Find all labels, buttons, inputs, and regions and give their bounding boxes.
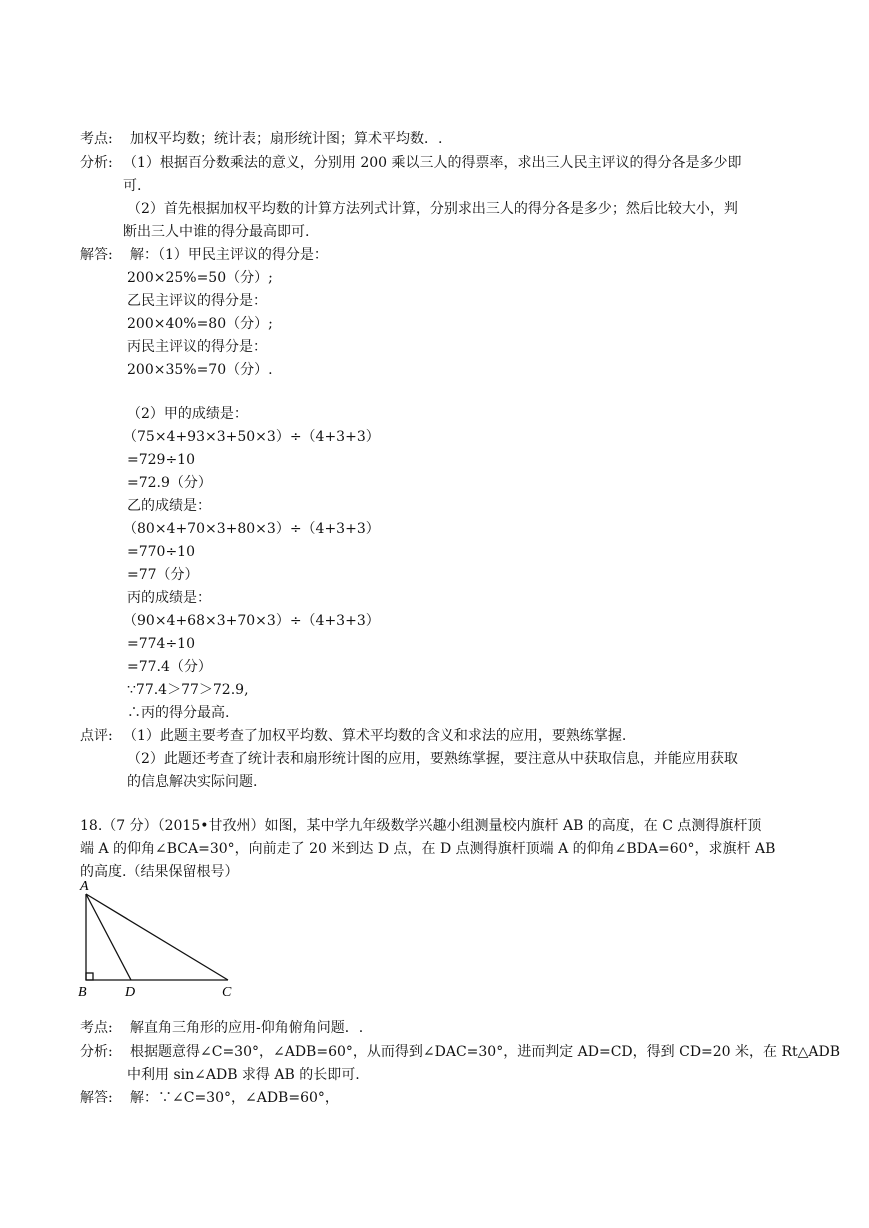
point-label-c: C — [222, 985, 232, 1000]
jieda-line: 200×40%=80（分）; — [127, 316, 273, 332]
fenxi-line: （1）根据百分数乘法的意义，分别用 200 乘以三人的得票率，求出三人民主评议的得分各是多少即 — [123, 155, 742, 171]
dianping-line: （1）此题主要考查了加权平均数、算术平均数的含义和求法的应用，要熟练掌握. — [123, 728, 627, 744]
jieda-label-1: 解答: — [80, 247, 113, 263]
triangle-figure — [70, 874, 250, 1004]
jieda-line: （80×4+70×3+80×3）÷（4+3+3） — [123, 521, 380, 537]
point-label-d: D — [125, 985, 136, 1000]
fenxi-label-2: 分析: — [80, 1044, 113, 1060]
kaodian-text-1: 加权平均数；统计表；扇形统计图；算术平均数．. — [130, 131, 443, 147]
jieda-line: 乙民主评议的得分是： — [127, 293, 267, 309]
jieda-label-2: 解答: — [80, 1090, 113, 1106]
fenxi-line: 断出三人中谁的得分最高即可. — [123, 224, 310, 240]
question-18-line: 的高度.（结果保留根号） — [80, 864, 239, 880]
jieda-line: =72.9（分） — [127, 475, 212, 491]
jieda-line: ∴丙的得分最高. — [127, 705, 230, 721]
dianping-line: （2）此题还考查了统计表和扇形统计图的应用，要熟练掌握，要注意从中获取信息，并能应用获取 — [127, 751, 738, 767]
fenxi-line: （2）首先根据加权平均数的计算方法列式计算，分别求出三人的得分各是多少；然后比较大小，判 — [127, 201, 738, 217]
question-18-line: 端 A 的仰角∠BCA=30°，向前走了 20 米到达 D 点，在 D 点测得旗杆顶端 A 的仰角∠BDA=60°，求旗杆 AB — [80, 841, 776, 857]
dianping-line: 的信息解决实际问题. — [127, 774, 258, 790]
fenxi-line-2: 中利用 sin∠ADB 求得 AB 的长即可. — [127, 1067, 360, 1083]
jieda-line: =770÷10 — [127, 544, 195, 560]
jieda-line: =77（分） — [127, 567, 199, 583]
question-18-line: 18.（7 分）（2015•甘孜州）如图，某中学九年级数学兴趣小组测量校内旗杆 AB 的高度，在 C 点测得旗杆顶 — [80, 818, 762, 834]
right-angle-marker — [86, 973, 93, 980]
jieda-line: 解：（1）甲民主评议的得分是： — [130, 247, 328, 263]
point-label-a: A — [80, 879, 89, 894]
fenxi-label-1: 分析: — [80, 155, 113, 171]
jieda-line: 丙民主评议的得分是： — [127, 339, 267, 355]
dianping-label: 点评: — [80, 728, 113, 744]
jieda-line: 200×35%=70（分）. — [127, 362, 273, 378]
jieda-line: 乙的成绩是： — [127, 498, 211, 514]
fenxi-line-2: 根据题意得∠C=30°，∠ADB=60°，从而得到∠DAC=30°，进而判定 AD=CD，得到 CD=20 米，在 Rt△ADB — [130, 1044, 841, 1060]
jieda-text-2: 解：∵∠C=30°，∠ADB=60°， — [130, 1090, 339, 1106]
jieda-line: （2）甲的成绩是： — [127, 406, 248, 422]
segment-ac — [86, 894, 228, 980]
point-label-b: B — [78, 985, 87, 1000]
jieda-line: （75×4+93×3+50×3）÷（4+3+3） — [123, 429, 380, 445]
jieda-line: （90×4+68×3+70×3）÷（4+3+3） — [123, 613, 380, 629]
jieda-line: =774÷10 — [127, 636, 195, 652]
kaodian-label-2: 考点: — [80, 1020, 113, 1036]
jieda-line: 200×25%=50（分）; — [127, 270, 273, 286]
fenxi-line: 可. — [123, 178, 142, 194]
jieda-line: 丙的成绩是： — [127, 590, 211, 606]
jieda-line: =729÷10 — [127, 452, 195, 468]
kaodian-text-2: 解直角三角形的应用-仰角俯角问题．. — [130, 1020, 364, 1036]
kaodian-label-1: 考点: — [80, 131, 113, 147]
jieda-line: =77.4（分） — [127, 659, 212, 675]
jieda-line: ∵77.4＞77＞72.9, — [127, 682, 249, 698]
